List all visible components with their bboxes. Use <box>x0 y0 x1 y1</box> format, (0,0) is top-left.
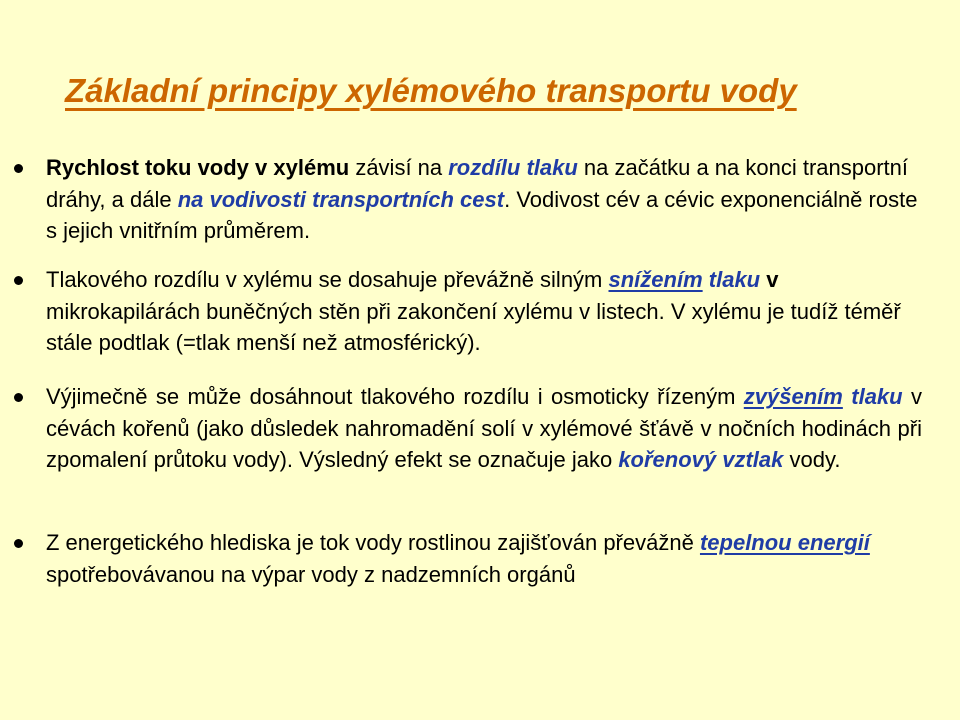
text-segment-bold: v <box>766 267 779 292</box>
bullet-dot-icon <box>14 393 23 402</box>
term-flow-rate: Rychlost toku vody v xylému <box>46 155 350 180</box>
text-segment: v cévách kořenů (jako důsledek nahromadění solí v xylémové šťávě v nočních hodinách při zpomalení průtoku vody). Výsledný efekt se označuje jako <box>46 384 922 472</box>
text-segment: Z energetického hlediska je tok vody rostlinou zajišťován převážně <box>46 530 700 555</box>
term-conductivity: na vodivosti transportních cest <box>177 186 505 212</box>
bullet-point-flow-rate <box>46 152 922 247</box>
text-segment: na začátku a na konci transportní dráhy, a dále <box>46 155 909 212</box>
slide-title: Základní principy xylémového transportu vody <box>65 72 797 109</box>
bullet-dot-icon <box>14 164 23 173</box>
text-segment: mikrokapilárách buněčných stěn při zakončení xylému v listech. V xylému je tudíž téměř stále podtlak (=tlak menší než atmosférický). <box>46 298 901 355</box>
bullet-dot-icon <box>14 276 23 285</box>
bullet-point-root-pressure <box>46 381 922 476</box>
text-segment: Výjimečně se může dosáhnout tlakového rozdílu i osmoticky řízeným <box>46 384 744 409</box>
term-thermal-energy: tepelnou energií <box>699 530 870 555</box>
bullet-point-pressure-gradient <box>46 264 922 359</box>
text-segment: spotřebovávanou na výpar vody z nadzemních orgánů <box>46 561 576 587</box>
term-pressure: tlaku <box>851 384 903 409</box>
text-segment: závisí na <box>349 155 449 180</box>
term-pressure-increase: zvýšením <box>743 384 843 409</box>
text-segment: vody. <box>783 447 841 472</box>
text-segment <box>843 384 851 409</box>
term-pressure: tlaku <box>708 267 761 292</box>
bullet-point-energy <box>46 527 922 590</box>
text-segment: Tlakového rozdílu v xylému se dosahuje převážně silným <box>46 267 609 292</box>
term-pressure-difference: rozdílu tlaku <box>448 155 578 180</box>
text-segment: . Vodivost cév a cévic exponenciálně roste s jejich vnitřním průměrem. <box>46 186 918 243</box>
term-root-pressure: kořenový vztlak <box>618 447 784 472</box>
bullet-dot-icon <box>14 539 23 548</box>
term-pressure-decrease: snížením <box>608 267 703 292</box>
